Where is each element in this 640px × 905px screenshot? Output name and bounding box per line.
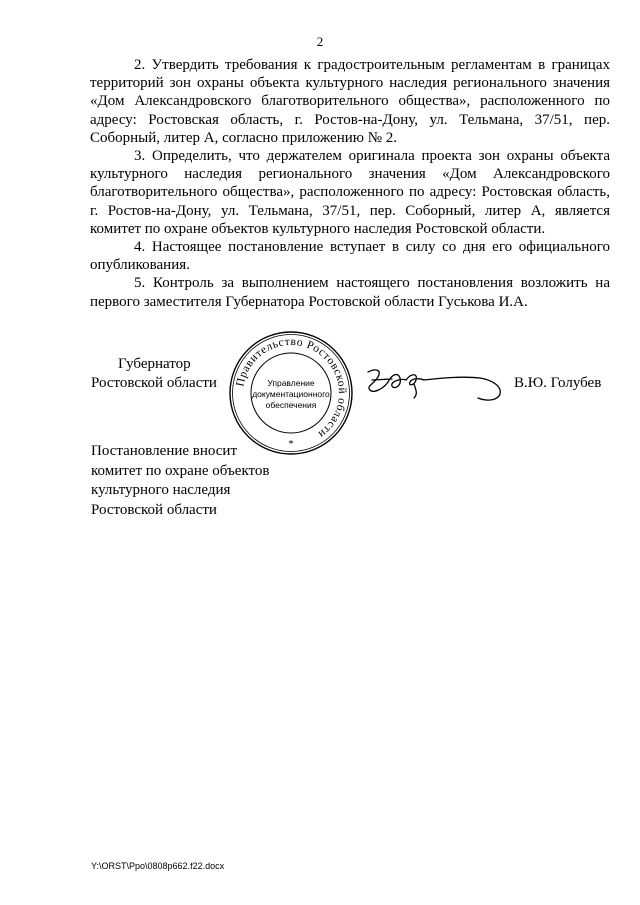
submitted-by-line1: Постановление вносит [91,443,238,459]
signatory-title-line2: Ростовской области [91,375,217,391]
handwritten-signature [362,360,510,404]
official-seal [228,330,354,456]
seal-center-line3: обеспечения [265,400,317,410]
resolution-body [90,56,610,311]
signatory-title-line1: Губернатор [118,356,191,372]
paragraph-4: 4. Настоящее постановление вступает в силу со дня его официального опубликования. [90,239,610,274]
seal-center-line1: Управление [267,378,315,388]
file-path: Y:\ORST\Ppo\0808p662.f22.docx [91,861,225,871]
paragraph-5: 5. Контроль за выполнением настоящего постановления возложить на первого заместителя Губернатора Ростовской области Гуськова И.А. [90,275,610,310]
submitted-by-note [91,442,269,520]
seal-bottom-star: * [288,439,294,450]
paragraph-3: 3. Определить, что держателем оригинала проекта зон охраны объекта культурного наследия регионального значения «Дом Александровского благотворительного общества», расположенного по адресу: Ростовская область, г. Ростов-на-Дону, ул. Тельмана, 37/51, пер. Соборный, литер А, является комитет по охране объектов культурного наследия Ростовской области. [90,148,610,237]
signatory-name: В.Ю. Голубев [514,375,602,391]
submitted-by-line3: культурного наследия [91,482,231,499]
submitted-by-line2: комитет по охране объектов [91,462,270,479]
seal-ring-text: Правительство Ростовской области [234,335,349,441]
signatory-title [91,355,217,393]
page-number: 2 [316,34,324,49]
submitted-by-line4: Ростовской области [91,501,217,518]
seal-center-line2: документационного [252,389,330,399]
paragraph-2: 2. Утвердить требования к градостроительным регламентам в границах территорий зон охраны объекта культурного наследия регионального значения «Дом Александровского благотворительного общества», расположенного по адресу: Ростовская область, г. Ростов-на-Дону, ул. Тельмана, 37/51, пер. Соборный, литер А, согласно приложению № 2. [90,57,610,146]
